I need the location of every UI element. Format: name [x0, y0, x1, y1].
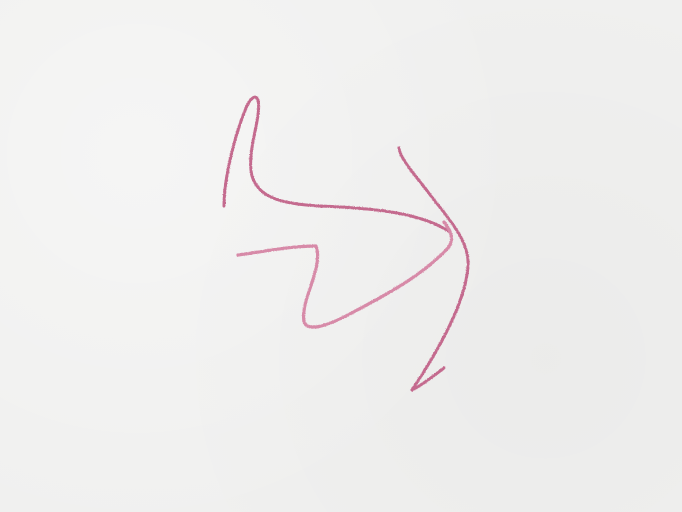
stroke-arrow-shaft: [399, 148, 468, 390]
stroke-hook-top: [224, 97, 450, 232]
stroke-zigzag: [238, 222, 451, 327]
